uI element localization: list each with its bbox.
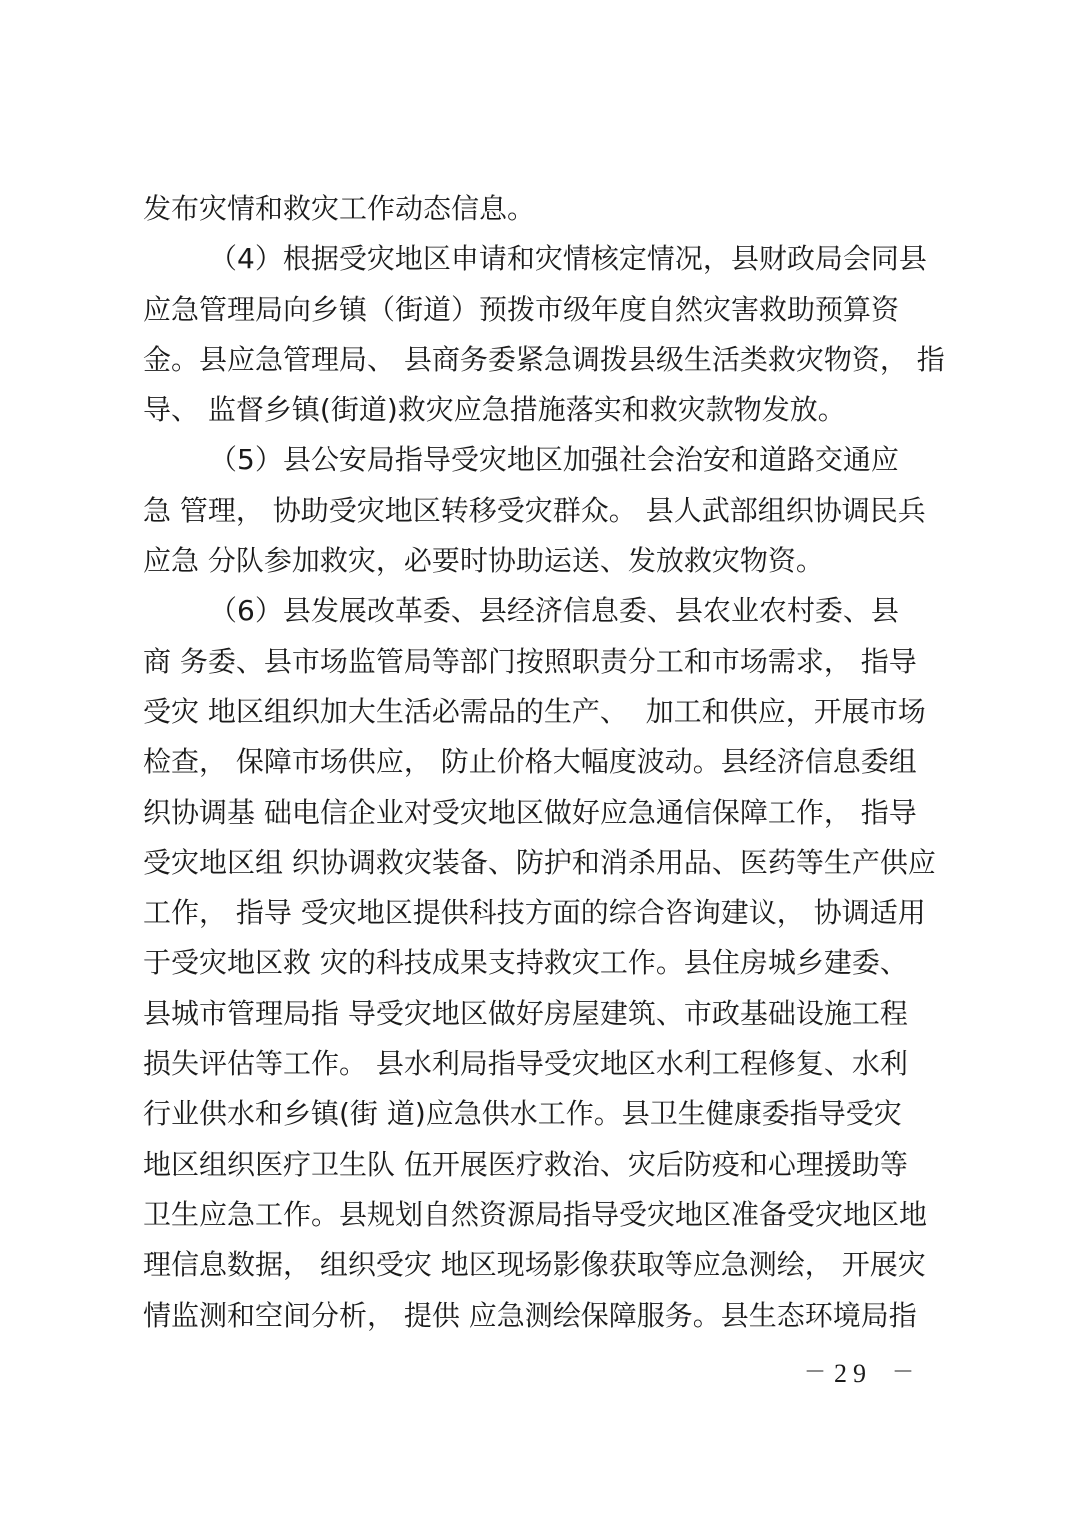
- text-line: 卫生应急工作。县规划自然资源局指导受灾地区准备受灾地区地: [143, 1197, 928, 1231]
- text-line: 应急管理局向乡镇（街道）预拨市级年度自然灾害救助预算资: [143, 292, 900, 326]
- text-line: 县城市管理局指 导受灾地区做好房屋建筑、市政基础设施工程: [143, 996, 908, 1030]
- page-number-dash: －: [892, 1359, 915, 1384]
- text-line: 受灾 地区组织加大生活必需品的生产、 加工和供应，开展市场: [143, 694, 926, 728]
- text-line: 急 管理， 协助受灾地区转移受灾群众。 县人武部组织协调民兵: [143, 493, 926, 527]
- text-line: 织协调基 础电信企业对受灾地区做好应急通信保障工作， 指导: [143, 795, 917, 829]
- text-line: 损失评估等工作。 县水利局指导受灾地区水利工程修复、水利: [143, 1047, 908, 1081]
- text-line: 发布灾情和救灾工作动态信息。: [143, 192, 536, 225]
- text-line: 理信息数据， 组织受灾 地区现场影像获取等应急测绘， 开展灾: [143, 1248, 926, 1282]
- text-line: 应急 分队参加救灾，必要时协助运送、发放救灾物资。: [143, 544, 824, 578]
- text-line: 行业供水和乡镇(街 道)应急供水工作。县卫生健康委指导受灾: [143, 1097, 902, 1131]
- text-line: 商 务委、县市场监管局等部门按照职责分工和市场需求， 指导: [143, 644, 917, 678]
- text-line: 受灾地区组 织协调救灾装备、防护和消杀用品、医药等生产供应: [143, 845, 936, 879]
- text-line: 于受灾地区救 灾的科技成果支持救灾工作。县住房城乡建委、: [143, 946, 908, 980]
- text-line: （5）县公安局指导受灾地区加强社会治安和道路交通应: [209, 443, 899, 477]
- page-number-dash: －: [804, 1359, 827, 1384]
- body-text: [143, 184, 943, 1341]
- text-line: 工作， 指导 受灾地区提供科技方面的综合咨询建议， 协调适用: [143, 896, 926, 930]
- text-line: 导、 监督乡镇(街道)救灾应急措施落实和救灾款物发放。: [143, 393, 846, 427]
- text-line: 金。县应急管理局、 县商务委紧急调拨县级生活类救灾物资， 指: [143, 342, 945, 376]
- page-number-value: 29: [834, 1359, 872, 1388]
- text-line: 地区组织医疗卫生队 伍开展医疗救治、灾后防疫和心理援助等: [143, 1147, 908, 1181]
- text-line: 检查， 保障市场供应， 防止价格大幅度波动。县经济信息委组: [143, 745, 917, 779]
- text-line: （4）根据受灾地区申请和灾情核定情况，县财政局会同县: [209, 242, 927, 276]
- text-line: 情监测和空间分析， 提供 应急测绘保障服务。县生态环境局指: [143, 1298, 917, 1332]
- text-line: （6）县发展改革委、县经济信息委、县农业农村委、县: [209, 594, 899, 628]
- page-number: [804, 1352, 914, 1392]
